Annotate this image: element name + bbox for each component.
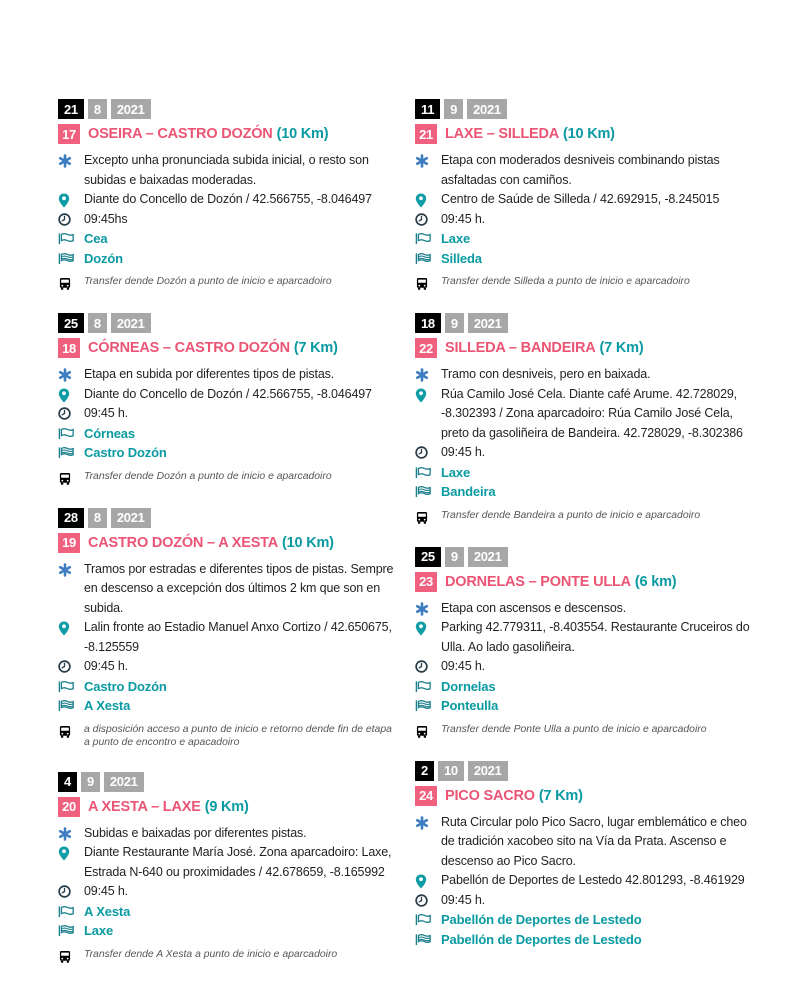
date-year: 2021 <box>468 547 508 567</box>
bus-icon <box>58 275 76 291</box>
transfer-text: Transfer dende Dozón a punto de inicio e aparcadoiro <box>84 470 332 482</box>
date-month: 9 <box>81 772 100 792</box>
date-year: 2021 <box>104 772 144 792</box>
location-pin-icon <box>58 385 76 403</box>
clock-icon <box>58 882 76 898</box>
transfer-row <box>58 948 396 964</box>
stage-title-row <box>415 124 761 144</box>
stage-title-text: OSEIRA – CASTRO DOZÓN <box>88 126 273 142</box>
finish-row <box>58 249 396 269</box>
stage-title <box>445 124 615 144</box>
date-month: 10 <box>438 761 464 781</box>
stage-title-row <box>415 572 761 592</box>
location-pin-icon <box>58 618 76 636</box>
location-pin-icon <box>415 871 433 889</box>
finish-flag-icon <box>415 930 433 946</box>
stage-title <box>445 786 583 806</box>
stage-title-text: CÓRNEAS – CASTRO DOZÓN <box>88 340 290 356</box>
description-row <box>58 824 396 844</box>
date-year: 2021 <box>468 761 508 781</box>
stage-title-row <box>58 797 396 817</box>
description-text: Ruta Circular polo Pico Sacro, lugar emblemático e cheo de tradición xacobeo sito na Vía da Prata. Ascenso e descenso ao Pico Sacro. <box>441 814 747 868</box>
stage-title <box>445 338 643 358</box>
finish-text: Silleda <box>441 250 482 266</box>
stage-distance: (10 Km) <box>282 534 334 551</box>
time-text: 09:45hs <box>84 211 128 226</box>
time-text: 09:45 h. <box>84 406 128 420</box>
date-day: 18 <box>415 313 441 333</box>
stage-title-text: CASTRO DOZÓN – A XESTA <box>88 534 279 551</box>
stage-entry <box>415 313 761 525</box>
asterisk-icon <box>415 813 433 830</box>
date-year: 2021 <box>468 313 508 333</box>
stage-entry <box>415 547 761 739</box>
date-day: 4 <box>58 772 77 792</box>
stage-title <box>88 797 249 817</box>
asterisk-icon <box>58 560 76 577</box>
time-row <box>58 210 396 230</box>
transfer-row <box>58 275 396 291</box>
date-year: 2021 <box>111 99 151 119</box>
location-pin-icon <box>415 385 433 403</box>
finish-flag-icon <box>58 443 76 459</box>
start-text: A Xesta <box>84 903 131 919</box>
transfer-text: Transfer dende Silleda a punto de inicio e aparcadoiro <box>441 276 690 287</box>
start-text: Laxe <box>441 231 471 246</box>
start-row <box>415 677 761 697</box>
stage-number-badge: 17 <box>58 124 80 144</box>
finish-row <box>58 921 396 941</box>
location-row <box>415 385 761 444</box>
description-text: Etapa con moderados desniveis combinando pistas asfaltadas con camiños. <box>441 153 720 187</box>
transfer-row <box>58 723 396 750</box>
finish-text: Pabellón de Deportes de Lestedo <box>441 931 642 947</box>
finish-row <box>415 249 761 269</box>
transfer-text: Transfer dende Dozón a punto de inicio e aparcadoiro <box>84 276 332 287</box>
time-text: 09:45 h. <box>441 445 485 459</box>
start-row <box>415 910 761 930</box>
time-text: 09:45 h. <box>84 659 128 673</box>
stage-entry <box>58 772 396 964</box>
date-badge <box>415 761 508 781</box>
stage-title <box>445 572 676 592</box>
location-text: Diante do Concello de Dozón / 42.566755, -8.046497 <box>84 386 372 401</box>
stage-title <box>88 338 338 358</box>
stage-number-badge: 18 <box>58 338 80 358</box>
clock-icon <box>415 210 433 226</box>
time-row <box>58 657 396 677</box>
location-row <box>415 190 761 210</box>
time-row <box>415 891 761 911</box>
start-flag-icon <box>58 424 76 440</box>
start-row <box>415 463 761 483</box>
location-row <box>58 843 396 882</box>
date-badge <box>58 508 151 528</box>
date-day: 28 <box>58 508 84 528</box>
description-text: Excepto unha pronunciada subida inicial, o resto son subidas e baixadas moderadas. <box>84 153 369 187</box>
description-row <box>415 151 761 190</box>
start-flag-icon <box>415 229 433 245</box>
stage-distance: (7 Km) <box>538 787 583 804</box>
left-column <box>58 99 396 986</box>
time-text: 09:45 h. <box>84 884 128 898</box>
date-badge <box>415 547 508 567</box>
description-text: Etapa con ascensos e descensos. <box>441 600 627 615</box>
finish-flag-icon <box>415 696 433 712</box>
clock-icon <box>415 657 433 673</box>
transfer-text: Transfer dende Bandeira a punto de inicio e aparcadoiro <box>441 509 701 521</box>
clock-icon <box>415 891 433 907</box>
stage-title-row <box>58 338 396 358</box>
transfer-row <box>415 275 761 291</box>
start-text: Cea <box>84 231 108 246</box>
stage-number-badge: 22 <box>415 338 437 358</box>
start-text: Pabellón de Deportes de Lestedo <box>441 912 642 927</box>
transfer-row <box>415 509 761 525</box>
asterisk-icon <box>415 365 433 382</box>
stage-distance: (6 km) <box>634 573 677 590</box>
finish-text: Ponteulla <box>441 698 499 713</box>
finish-row <box>415 696 761 716</box>
stage-entry <box>415 99 761 291</box>
clock-icon <box>58 210 76 226</box>
date-month: 8 <box>88 99 107 119</box>
asterisk-icon <box>58 824 76 841</box>
description-text: Etapa en subida por diferentes tipos de pistas. <box>84 367 335 381</box>
stage-number-badge: 19 <box>58 533 80 553</box>
date-day: 25 <box>58 313 84 333</box>
bus-icon <box>58 470 76 486</box>
start-row <box>58 902 396 922</box>
stage-title-row <box>415 786 761 806</box>
start-text: Laxe <box>441 464 471 480</box>
date-year: 2021 <box>467 99 507 119</box>
finish-text: Laxe <box>84 923 114 938</box>
asterisk-icon <box>58 365 76 382</box>
finish-row <box>415 930 761 950</box>
date-badge <box>58 99 151 119</box>
start-flag-icon <box>415 677 433 693</box>
location-text: Pabellón de Deportes de Lestedo 42.801293, -8.461929 <box>441 873 745 887</box>
finish-text: Bandeira <box>441 484 496 499</box>
date-month: 9 <box>445 313 464 333</box>
finish-flag-icon <box>58 249 76 265</box>
description-row <box>415 365 761 385</box>
start-flag-icon <box>58 229 76 245</box>
location-text: Centro de Saúde de Silleda / 42.692915, -8.245015 <box>441 192 720 206</box>
stage-title-text: PICO SACRO <box>445 787 535 804</box>
stage-distance: (10 Km) <box>276 126 329 142</box>
bus-icon <box>58 948 76 964</box>
stage-number-badge: 24 <box>415 786 437 806</box>
finish-row <box>415 482 761 502</box>
start-flag-icon <box>58 677 76 693</box>
transfer-text: a disposición acceso a punto de inicio e retorno dende fin de etapa a punto de encontro e apacadoiro <box>84 723 392 748</box>
start-text: Córneas <box>84 425 135 441</box>
date-month: 8 <box>88 313 107 333</box>
stage-title-text: SILLEDA – BANDEIRA <box>445 340 596 356</box>
description-row <box>58 151 396 190</box>
stage-number-badge: 20 <box>58 797 80 817</box>
location-text: Diante do Concello de Dozón / 42.566755, -8.046497 <box>84 192 372 206</box>
date-month: 9 <box>445 547 464 567</box>
time-row <box>415 210 761 230</box>
location-pin-icon <box>58 190 76 208</box>
finish-text: Dozón <box>84 250 123 266</box>
description-row <box>58 560 396 619</box>
date-year: 2021 <box>111 508 151 528</box>
finish-flag-icon <box>58 921 76 937</box>
transfer-text: Transfer dende A Xesta a punto de inicio e aparcadoiro <box>84 948 338 960</box>
description-text: Tramo con desniveis, pero en baixada. <box>441 367 651 381</box>
description-text: Subidas e baixadas por diferentes pistas. <box>84 825 307 840</box>
location-text: Rúa Camilo José Cela. Diante café Arume. 42.728029, -8.302393 / Zona aparcadoiro: Rúa Camilo José Cela, preto da gasoliñeira de Bandeira. 42.728029, -8.302386 <box>441 386 743 440</box>
time-row <box>415 443 761 463</box>
date-badge <box>58 313 151 333</box>
start-flag-icon <box>58 902 76 918</box>
location-row <box>58 190 396 210</box>
date-year: 2021 <box>111 313 151 333</box>
clock-icon <box>415 443 433 459</box>
stage-number-badge: 21 <box>415 124 437 144</box>
asterisk-icon <box>415 151 433 168</box>
stage-title-text: DORNELAS – PONTE ULLA <box>445 573 631 590</box>
transfer-row <box>58 470 396 486</box>
date-day: 21 <box>58 99 84 119</box>
asterisk-icon <box>415 599 433 616</box>
description-row <box>415 813 761 872</box>
stage-title-row <box>58 533 396 553</box>
description-text: Tramos por estradas e diferentes tipos de pistas. Sempre en descenso a excepción dos últimos 2 km que son en subida. <box>84 561 394 615</box>
location-row <box>58 618 396 657</box>
start-flag-icon <box>415 463 433 479</box>
right-column <box>415 99 761 971</box>
date-month: 9 <box>444 99 463 119</box>
stage-entry <box>58 508 396 750</box>
time-text: 09:45 h. <box>441 211 485 226</box>
start-row <box>415 229 761 249</box>
finish-flag-icon <box>58 696 76 712</box>
stage-title-row <box>415 338 761 358</box>
date-day: 11 <box>415 99 440 119</box>
stage-distance: (7 Km) <box>599 340 644 356</box>
location-text: Parking 42.779311, -8.403554. Restaurante Cruceiros do Ulla. Ao lado gasoliñeira. <box>441 620 750 654</box>
stage-entry <box>415 761 761 950</box>
time-text: 09:45 h. <box>441 659 485 673</box>
time-row <box>58 882 396 902</box>
stage-distance: (7 Km) <box>293 340 338 356</box>
location-row <box>415 871 761 891</box>
stage-title-row <box>58 124 396 144</box>
start-row <box>58 424 396 444</box>
bus-icon <box>415 723 433 739</box>
start-text: Dornelas <box>441 678 496 694</box>
date-badge <box>415 313 508 333</box>
location-pin-icon <box>415 190 433 208</box>
asterisk-icon <box>58 151 76 168</box>
description-row <box>415 599 761 619</box>
clock-icon <box>58 404 76 420</box>
location-row <box>58 385 396 405</box>
date-day: 25 <box>415 547 441 567</box>
bus-icon <box>58 723 76 739</box>
clock-icon <box>58 657 76 673</box>
location-text: Diante Restaurante María José. Zona aparcadoiro: Laxe, Estrada N-640 ou proximidades / 42.678659, -8.165992 <box>84 845 392 879</box>
location-text: Lalin fronte ao Estadio Manuel Anxo Cortizo / 42.650675, -8.125559 <box>84 620 392 654</box>
stage-title <box>88 124 328 144</box>
bus-icon <box>415 275 433 291</box>
location-pin-icon <box>58 843 76 861</box>
finish-row <box>58 443 396 463</box>
date-badge <box>58 772 144 792</box>
finish-row <box>58 696 396 716</box>
stage-entry <box>58 99 396 291</box>
date-badge <box>415 99 507 119</box>
finish-flag-icon <box>415 482 433 498</box>
bus-icon <box>415 509 433 525</box>
finish-flag-icon <box>415 249 433 265</box>
transfer-row <box>415 723 761 739</box>
finish-text: A Xesta <box>84 698 131 713</box>
stage-distance: (9 Km) <box>204 798 249 815</box>
stage-entry <box>58 313 396 486</box>
date-day: 2 <box>415 761 434 781</box>
transfer-text: Transfer dende Ponte Ulla a punto de inicio e aparcadoiro <box>441 723 707 735</box>
start-row <box>58 677 396 697</box>
stage-title-text: A XESTA – LAXE <box>88 798 201 815</box>
stage-title-text: LAXE – SILLEDA <box>445 126 560 142</box>
description-row <box>58 365 396 385</box>
time-row <box>58 404 396 424</box>
finish-text: Castro Dozón <box>84 445 167 460</box>
stage-number-badge: 23 <box>415 572 437 592</box>
time-row <box>415 657 761 677</box>
location-pin-icon <box>415 618 433 636</box>
start-flag-icon <box>415 910 433 926</box>
start-text: Castro Dozón <box>84 678 167 694</box>
start-row <box>58 229 396 249</box>
stage-title <box>88 533 334 553</box>
stage-distance: (10 Km) <box>563 126 615 142</box>
location-row <box>415 618 761 657</box>
time-text: 09:45 h. <box>441 892 485 907</box>
date-month: 8 <box>88 508 107 528</box>
